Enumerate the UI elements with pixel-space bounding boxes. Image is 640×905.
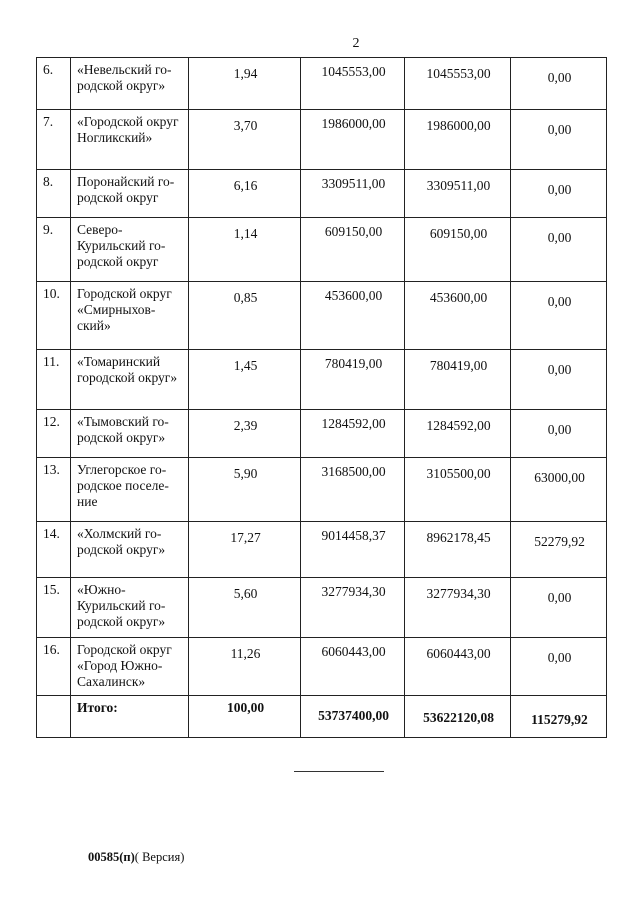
- total-b-value: 53622120,08: [423, 710, 494, 725]
- amount-allocated: [301, 170, 405, 218]
- table-row: [37, 218, 607, 282]
- amount-spent-value: 1986000,00: [426, 118, 491, 133]
- table-row: [37, 410, 607, 458]
- municipality-name: Углегорское го-родское поселе-ние: [71, 458, 189, 522]
- amount-spent-value: 1284592,00: [426, 418, 491, 433]
- amount-remaining: [511, 218, 607, 282]
- amount-remaining: [511, 458, 607, 522]
- share-percent: [189, 458, 301, 522]
- row-number: 7.: [37, 110, 71, 170]
- amount-remaining-value: 0,00: [547, 70, 572, 85]
- total-c: [511, 696, 607, 738]
- share-percent-value: 0,85: [233, 290, 258, 305]
- amount-allocated: [301, 578, 405, 638]
- share-percent: [189, 522, 301, 578]
- amount-allocated-value: 453600,00: [324, 288, 383, 303]
- amount-remaining: [511, 110, 607, 170]
- amount-spent: [405, 458, 511, 522]
- amount-allocated: [301, 58, 405, 110]
- table-row: [37, 578, 607, 638]
- amount-spent-value: 3105500,00: [426, 466, 491, 481]
- total-num-cell: [37, 696, 71, 738]
- amount-allocated: [301, 282, 405, 350]
- amount-spent-value: 1045553,00: [426, 66, 491, 81]
- total-pct: [189, 696, 301, 738]
- amount-remaining: [511, 282, 607, 350]
- amount-allocated-value: 3309511,00: [321, 176, 386, 191]
- municipality-name: «Тымовский го-родской округ»: [71, 410, 189, 458]
- amount-spent: [405, 522, 511, 578]
- amount-remaining-value: 0,00: [547, 650, 572, 665]
- share-percent: [189, 170, 301, 218]
- amount-spent-value: 3309511,00: [426, 178, 491, 193]
- amount-spent: [405, 350, 511, 410]
- table-row: [37, 58, 607, 110]
- footer-code-number: 00585(п): [88, 850, 135, 864]
- amount-allocated-value: 1284592,00: [321, 416, 386, 431]
- amount-spent: [405, 58, 511, 110]
- amount-allocated-value: 6060443,00: [321, 644, 386, 659]
- amount-remaining: [511, 170, 607, 218]
- amount-spent: [405, 170, 511, 218]
- amount-allocated-value: 9014458,37: [321, 528, 386, 543]
- total-pct-value: 100,00: [226, 700, 265, 715]
- share-percent-value: 5,90: [233, 466, 258, 481]
- share-percent: [189, 218, 301, 282]
- amount-remaining-value: 0,00: [547, 422, 572, 437]
- amount-spent-value: 780419,00: [429, 358, 488, 373]
- amount-allocated: [301, 350, 405, 410]
- municipality-name: Поронайский го-родской округ: [71, 170, 189, 218]
- row-number: 16.: [37, 638, 71, 696]
- municipality-name: Городской округ «Смирныхов-ский»: [71, 282, 189, 350]
- municipality-name: Северо-Курильский го-родской округ: [71, 218, 189, 282]
- amount-spent-value: 3277934,30: [426, 586, 491, 601]
- share-percent-value: 17,27: [230, 530, 261, 545]
- amount-spent: [405, 638, 511, 696]
- row-number: 10.: [37, 282, 71, 350]
- municipality-name: «Томаринский городской округ»: [71, 350, 189, 410]
- share-percent: [189, 110, 301, 170]
- row-number: 6.: [37, 58, 71, 110]
- footer-code: [88, 850, 184, 865]
- amount-allocated-value: 1986000,00: [321, 116, 386, 131]
- total-a-value: 53737400,00: [318, 708, 389, 723]
- page-number: 2: [352, 36, 360, 51]
- amount-spent: [405, 282, 511, 350]
- amount-allocated: [301, 410, 405, 458]
- amount-allocated-value: 3277934,30: [321, 584, 386, 599]
- share-percent-value: 5,60: [233, 586, 258, 601]
- amount-remaining-value: 0,00: [547, 122, 572, 137]
- amount-remaining-value: 0,00: [547, 294, 572, 309]
- amount-spent-value: 609150,00: [429, 226, 488, 241]
- amount-allocated: [301, 458, 405, 522]
- table-row: [37, 170, 607, 218]
- amount-allocated-value: 609150,00: [324, 224, 383, 239]
- row-number: 8.: [37, 170, 71, 218]
- municipality-name: Городской округ «Город Южно-Сахалинск»: [71, 638, 189, 696]
- share-percent-value: 1,45: [233, 358, 258, 373]
- municipality-name: «Холмский го-родской округ»: [71, 522, 189, 578]
- row-number: 11.: [37, 350, 71, 410]
- total-row: [37, 696, 607, 738]
- amount-remaining-value: 52279,92: [534, 534, 585, 549]
- row-number: 15.: [37, 578, 71, 638]
- share-percent: [189, 638, 301, 696]
- table-row: [37, 350, 607, 410]
- table-row: [37, 522, 607, 578]
- table-row: [37, 638, 607, 696]
- amount-spent: [405, 578, 511, 638]
- amount-remaining-value: 0,00: [547, 230, 572, 245]
- row-number: 9.: [37, 218, 71, 282]
- share-percent-value: 6,16: [233, 178, 258, 193]
- amount-remaining-value: 0,00: [547, 362, 572, 377]
- municipality-name: «Городской округ Ногликский»: [71, 110, 189, 170]
- total-b: [405, 696, 511, 738]
- row-number: 14.: [37, 522, 71, 578]
- table-body: [37, 58, 607, 738]
- share-percent-value: 1,14: [233, 226, 258, 241]
- amount-allocated: [301, 218, 405, 282]
- table-row: [37, 458, 607, 522]
- row-number: 12.: [37, 410, 71, 458]
- amount-spent: [405, 218, 511, 282]
- share-percent-value: 2,39: [233, 418, 258, 433]
- amount-remaining: [511, 58, 607, 110]
- allocation-table: [36, 57, 607, 738]
- total-a: [301, 696, 405, 738]
- amount-spent-value: 453600,00: [429, 290, 488, 305]
- municipality-name: «Южно-Курильский го-родской округ»: [71, 578, 189, 638]
- share-percent-value: 1,94: [233, 66, 258, 81]
- amount-allocated-value: 780419,00: [324, 356, 383, 371]
- share-percent: [189, 578, 301, 638]
- share-percent: [189, 282, 301, 350]
- table-row: [37, 110, 607, 170]
- amount-allocated: [301, 110, 405, 170]
- amount-allocated-value: 3168500,00: [321, 464, 386, 479]
- amount-remaining: [511, 522, 607, 578]
- footer-code-suffix: ( Версия): [134, 850, 185, 864]
- row-number: 13.: [37, 458, 71, 522]
- table-row: [37, 282, 607, 350]
- share-percent: [189, 350, 301, 410]
- amount-remaining-value: 63000,00: [534, 470, 585, 485]
- end-divider: [294, 771, 384, 772]
- share-percent: [189, 410, 301, 458]
- amount-remaining-value: 0,00: [547, 182, 572, 197]
- amount-spent-value: 6060443,00: [426, 646, 491, 661]
- share-percent-value: 3,70: [233, 118, 258, 133]
- amount-remaining: [511, 410, 607, 458]
- amount-allocated: [301, 522, 405, 578]
- amount-spent: [405, 110, 511, 170]
- total-c-value: 115279,92: [531, 712, 588, 727]
- amount-allocated: [301, 638, 405, 696]
- amount-remaining: [511, 350, 607, 410]
- amount-spent: [405, 410, 511, 458]
- amount-remaining: [511, 638, 607, 696]
- amount-remaining-value: 0,00: [547, 590, 572, 605]
- amount-remaining: [511, 578, 607, 638]
- share-percent-value: 11,26: [230, 646, 261, 661]
- amount-spent-value: 8962178,45: [426, 530, 491, 545]
- municipality-name: «Невельский го-родской округ»: [71, 58, 189, 110]
- share-percent: [189, 58, 301, 110]
- total-label: Итого:: [71, 696, 189, 738]
- amount-allocated-value: 1045553,00: [321, 64, 386, 79]
